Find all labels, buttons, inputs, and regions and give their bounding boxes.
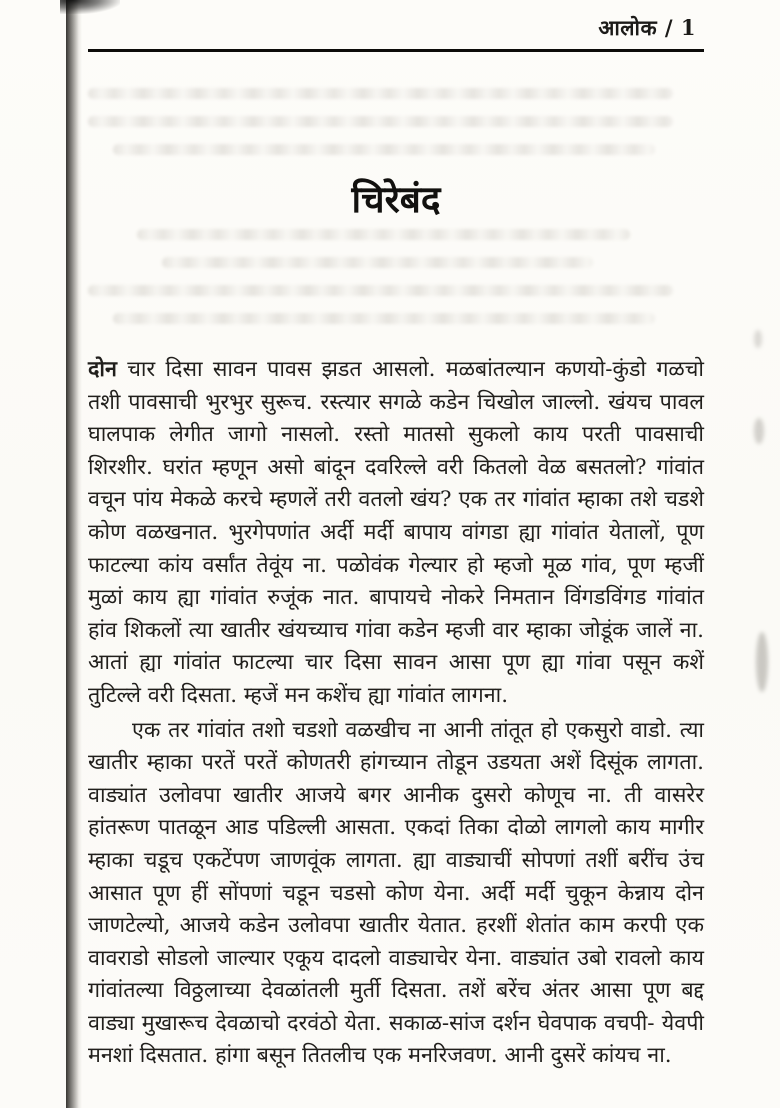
bleedthrough-line — [88, 88, 673, 99]
bleedthrough-text-block — [88, 229, 704, 324]
paragraph-lead-word: दोन — [88, 357, 117, 382]
scan-smudge — [754, 418, 764, 444]
bleedthrough-line — [88, 285, 673, 296]
bleedthrough-line — [162, 257, 593, 268]
bleedthrough-line — [113, 313, 655, 324]
bleedthrough-text-block — [88, 88, 704, 155]
bleedthrough-line — [88, 116, 673, 127]
paragraph — [88, 354, 704, 713]
scan-smudge — [754, 330, 762, 348]
bleedthrough-line — [113, 144, 655, 155]
bleedthrough-line — [137, 229, 630, 240]
paragraph-text: चार दिसा सावन पावस झडत आसलो. मळबांतल्यान कणयो-कुंडो गळचो तशी पावसाची भुरभुर सुरूच. रस्त्यार सगळे कडेन चिखोल जाल्लो. खंयच पावल घालपाक लेगीत जागो नासलो. रस्तो मातसो सुकलो काय परती पावसाची शिरशीर. घरांत म्हणून असो बांदून दवरिल्ले वरी कितलो वेळ बसतलो? गांवांत वचून पांय मेकळे करचे म्हणलें तरी वतलो खंय? एक तर गांवांत म्हाका तशे चडशे कोण वळखनात. भुरगेपणांत अर्दी मर्दी बापाय वांगडा ह्या गांवांत येतालों, पूण फाटल्या कांय वर्सांत तेवूंय ना. पळोवंक गेल्यार हो म्हजो मूळ गांव, पूण म्हजीं मुळां काय ह्या गांवांत रुजूंक नात. बापायचे नोकरे निमतान विंगडविंगड गांवांत हांव शिकलों त्या खातीर खंयच्याच गांवा कडेन म्हजी वार म्हाका जोडूंक जालें ना. आतां ह्या गांवांत फाटल्या चार दिसा सावन आसा पूण ह्या गांवा पसून कशें तुटिल्ले वरी दिसता. म्हजें मन कशेंच ह्या गांवांत लागना. — [88, 357, 704, 708]
scan-edge-shadow — [66, 0, 82, 1108]
chapter-title: चिरेबंद — [351, 177, 441, 221]
running-title-and-page-number: आलोक / 1 — [598, 15, 696, 40]
page-content — [88, 0, 704, 1073]
page-header — [88, 14, 704, 42]
body-text — [88, 354, 704, 1073]
paragraph-text: एक तर गांवांत तशो चडशो वळखीच ना आनी तांतूत हो एकसुरो वाडो. त्या खातीर म्हाका परतें परतें कोणतरी हांगच्यान तोडून उडयता अशें दिसूंक लागता. वाड्यांत उलोवपा खातीर आजये बगर आनीक दुसरो कोणूच ना. ती वासरेर हांतरूण पातळून आड पडिल्ली आसता. एकदां तिका दोळो लागलो काय मागीर म्हाका चडूच एकटेंपण जाणवूंक लागता. ह्या वाड्याचीं सोपणां तशीं बरींच उंच आसात पूण हीं सोंपणां चडून चडसो कोण येना. अर्दी मर्दी चुकून केन्नाय दोन जाणटेल्यो, आजये कडेन उलोवपा खातीर येतात. हरशीं शेतांत काम करपी एक वावराडो सोडलो जाल्यार एकूय दादलो वाड्याचेर येना. वाड्यांत उबो रावलो काय गांवांतल्या विठ्ठलाच्या देवळांतली मुर्ती दिसता. तशें बरेंच अंतर आसा पूण बद्द वाड्या मुखारूच देवळाचो दरवंठो येता. सकाळ-सांज दर्शन घेवपाक वचपी- येवपी मनशां दिसतात. हांगा बसून तितलीच एक मनरिजवण. आनी दुसरें कांयच ना. — [88, 717, 704, 1069]
scan-smudge — [756, 632, 768, 692]
header-divider — [88, 49, 704, 52]
paragraph — [88, 715, 704, 1074]
